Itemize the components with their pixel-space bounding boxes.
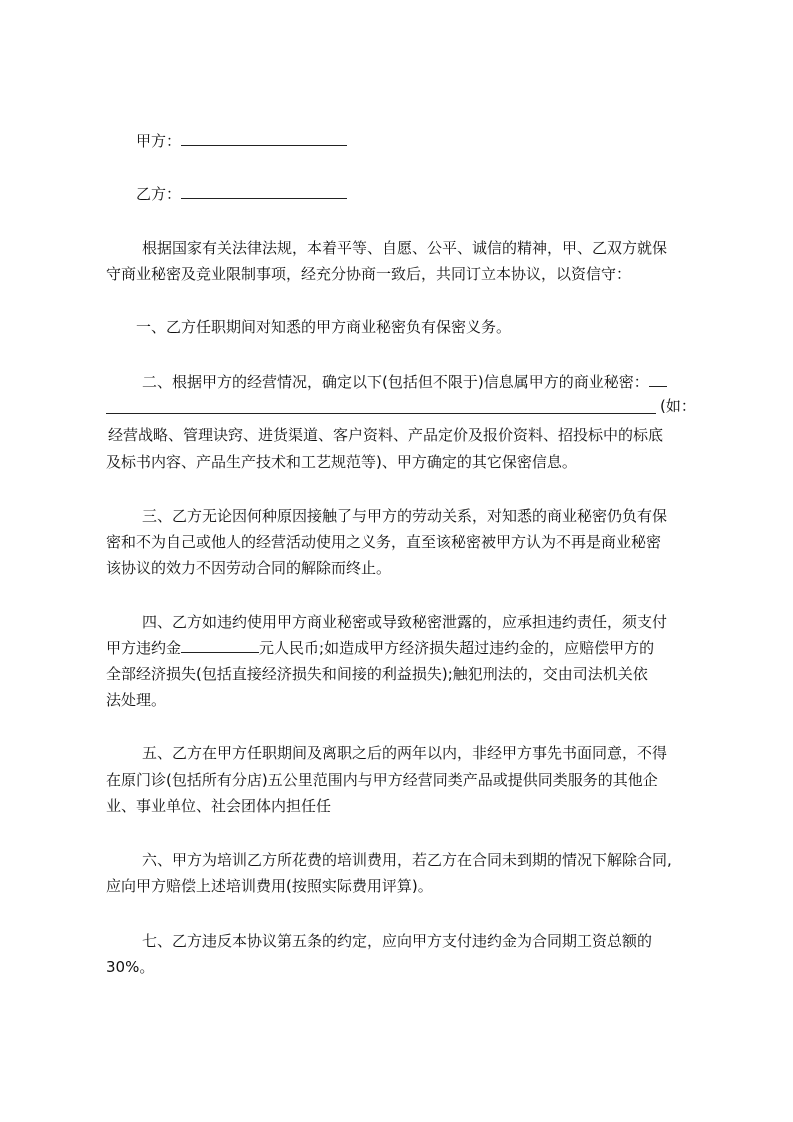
clause-6-line-1: 六、甲方为培训乙方所花费的培训费用，若乙方在合同未到期的情况下解除合同, xyxy=(142,851,672,869)
clause-4-line-4: 法处理。 xyxy=(106,691,167,709)
clause-2-blank-start[interactable] xyxy=(649,372,667,387)
clause-4-penalty-tail: 元人民币;如造成甲方经济损失超过违约金的，应赔偿甲方的 xyxy=(259,639,655,657)
preamble-line-1: 根据国家有关法律法规，本着平等、自愿、公平、诚信的精神，甲、乙双方就保 xyxy=(142,239,668,257)
clause-5-line-3: 业、事业单位、社会团体内担任任 xyxy=(106,797,332,815)
clause-2-text: 二、根据甲方的经营情况，确定以下(包括但不限于)信息属甲方的商业秘密： xyxy=(142,373,649,391)
party-a-line xyxy=(136,131,347,151)
clause-6-line-2: 应向甲方赔偿上述培训费用(按照实际费用评算)。 xyxy=(106,877,433,895)
clause-2-line-1 xyxy=(142,372,667,392)
preamble-line-2: 守商业秘密及竞业限制事项，经充分协商一致后，共同订立本协议，以资信守： xyxy=(106,265,632,283)
clause-4-line-3: 全部经济损失(包括直接经济损失和间接的利益损失);触犯刑法的，交由司法机关依 xyxy=(106,665,648,683)
clause-7-line-1: 七、乙方违反本协议第五条的约定，应向甲方支付违约金为合同期工资总额的 xyxy=(142,932,653,950)
clause-5-line-2: 在原门诊(包括所有分店)五公里范围内与甲方经营同类产品或提供同类服务的其他企 xyxy=(106,771,658,789)
party-b-label: 乙方： xyxy=(136,185,182,203)
party-b-line xyxy=(136,184,347,204)
party-b-blank[interactable] xyxy=(181,184,347,199)
clause-7-line-2: 30%。 xyxy=(106,958,155,976)
clause-3-line-3: 该协议的效力不因劳动合同的解除而终止。 xyxy=(106,559,392,577)
clause-4-line-1: 四、乙方如违约使用甲方商业秘密或导致秘密泄露的，应承担违约责任，须支付 xyxy=(142,613,668,631)
clause-2-line-3: 经营战略、管理诀窍、进货渠道、客户资料、产品定价及报价资料、招投标中的标底 xyxy=(108,426,664,444)
clause-2-blank-line[interactable] xyxy=(106,413,656,414)
party-a-blank[interactable] xyxy=(181,131,347,146)
clause-3-line-1: 三、乙方无论因何种原因接触了与甲方的劳动关系，对知悉的商业秘密仍负有保 xyxy=(142,507,668,525)
clause-2-line-4: 及标书内容、产品生产技术和工艺规范等)、甲方确定的其它保密信息。 xyxy=(106,453,577,471)
clause-2-line-2-tail: (如： xyxy=(660,397,696,415)
clause-4-penalty-label: 甲方违约金 xyxy=(106,639,182,657)
party-a-label: 甲方： xyxy=(136,132,182,150)
clause-3-line-2: 密和不为自己或他人的经营活动使用之义务，直至该秘密被甲方认为不再是商业秘密 xyxy=(106,533,662,551)
penalty-amount-blank[interactable] xyxy=(181,638,259,653)
clause-5-line-1: 五、乙方在甲方任职期间及离职之后的两年以内，非经甲方事先书面同意，不得 xyxy=(142,744,668,762)
clause-1-line-1: 一、乙方任职期间对知悉的甲方商业秘密负有保密义务。 xyxy=(136,318,512,336)
clause-4-line-2 xyxy=(106,638,654,658)
